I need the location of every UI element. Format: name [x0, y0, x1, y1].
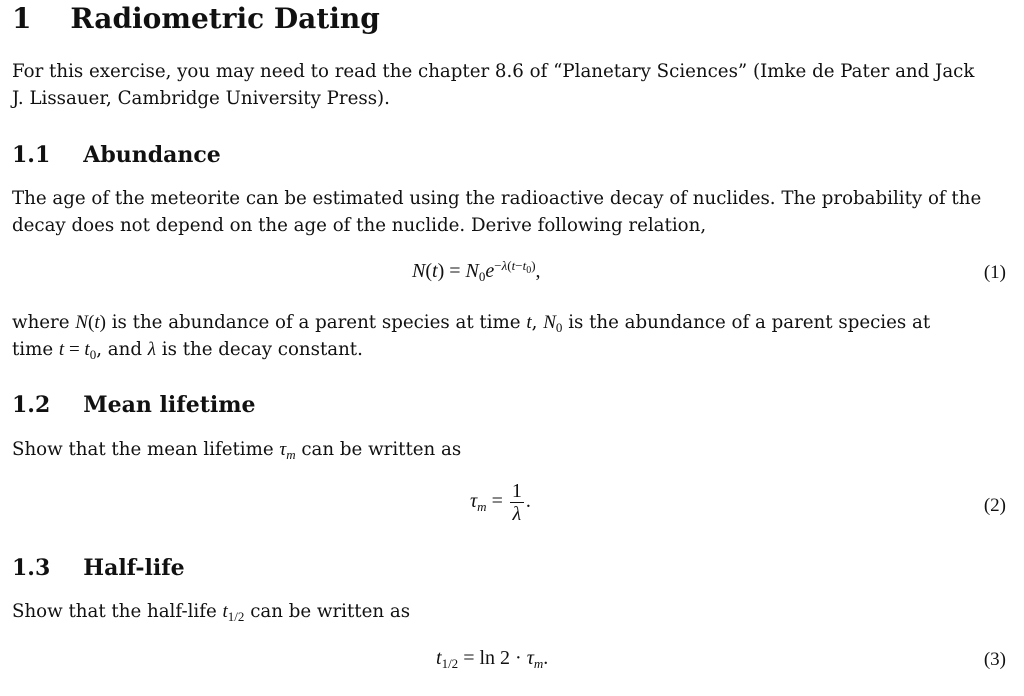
where-text-e: time [12, 339, 59, 360]
where-line-1: where N(t) is the abundance of a parent species at time t, $N_0$ is the abundance of a parent species at [12, 312, 931, 335]
subsection-heading-half-life [12, 555, 185, 581]
subsection-title: Abundance [83, 142, 221, 168]
abundance-paragraph [12, 185, 1010, 239]
subsection-heading-abundance [12, 142, 221, 168]
where-text-g: is the decay constant. [155, 339, 363, 360]
where-text-b: is the abundance of a parent species at time [105, 312, 527, 333]
where-line-2: time $t = t_0$, and λ is the decay constant. [12, 339, 363, 362]
subsection-heading-mean-lifetime [12, 392, 256, 418]
intro-line-2: J. Lissauer, Cambridge University Press). [12, 88, 390, 109]
equation-3-number: (3) [983, 649, 1006, 670]
section-number: 1 [12, 2, 32, 35]
subsection-number: 1.3 [12, 555, 51, 581]
section-title: Radiometric Dating [70, 2, 380, 35]
where-text-f: , and [96, 339, 148, 360]
abundance-line-2: decay does not depend on the age of the nuclide. Derive following relation, [12, 215, 707, 236]
abundance-line-1: The age of the meteorite can be estimated using the radioactive decay of nuclides. The probability of the [12, 188, 982, 209]
half-life-line: Show that the half-life $t_{1/2}$ can be written as [12, 601, 411, 624]
equation-2: $\tau_m$ = $\frac{1}{\lambda}$ . [470, 480, 531, 525]
mean-lifetime-line: Show that the mean lifetime $\tau_m$ can be written as [12, 439, 462, 462]
where-text-a: where [12, 312, 76, 333]
equation-1-number: (1) [983, 262, 1006, 283]
abundance-where-paragraph [12, 309, 1010, 363]
mean-lifetime-paragraph [12, 436, 1010, 463]
subsection-number: 1.2 [12, 392, 51, 418]
mean-lifetime-text-b: can be written as [295, 439, 462, 460]
subsection-title: Half-life [83, 555, 185, 581]
section-heading [12, 2, 380, 35]
subsection-number: 1.1 [12, 142, 51, 168]
equation-2-number: (2) [983, 495, 1006, 516]
intro-line-1: For this exercise, you may need to read the chapter 8.6 of “Planetary Sciences” (Imke de Pater and Jack [12, 61, 975, 82]
subsection-title: Mean lifetime [83, 392, 256, 418]
mean-lifetime-text-a: Show that the mean lifetime [12, 439, 280, 460]
half-life-text-a: Show that the half-life [12, 601, 223, 622]
intro-paragraph [12, 58, 1010, 112]
equation-3: $t_{1/2} = \ln 2 \cdot \tau_m$. [436, 647, 549, 671]
where-text-c: , [531, 312, 544, 333]
half-life-paragraph [12, 598, 1010, 625]
where-text-d: is the abundance of a parent species at [562, 312, 931, 333]
half-life-text-b: can be written as [244, 601, 411, 622]
equation-1: $N(t) = N_0e^{-\lambda(t-t_0)}$, [412, 257, 541, 284]
